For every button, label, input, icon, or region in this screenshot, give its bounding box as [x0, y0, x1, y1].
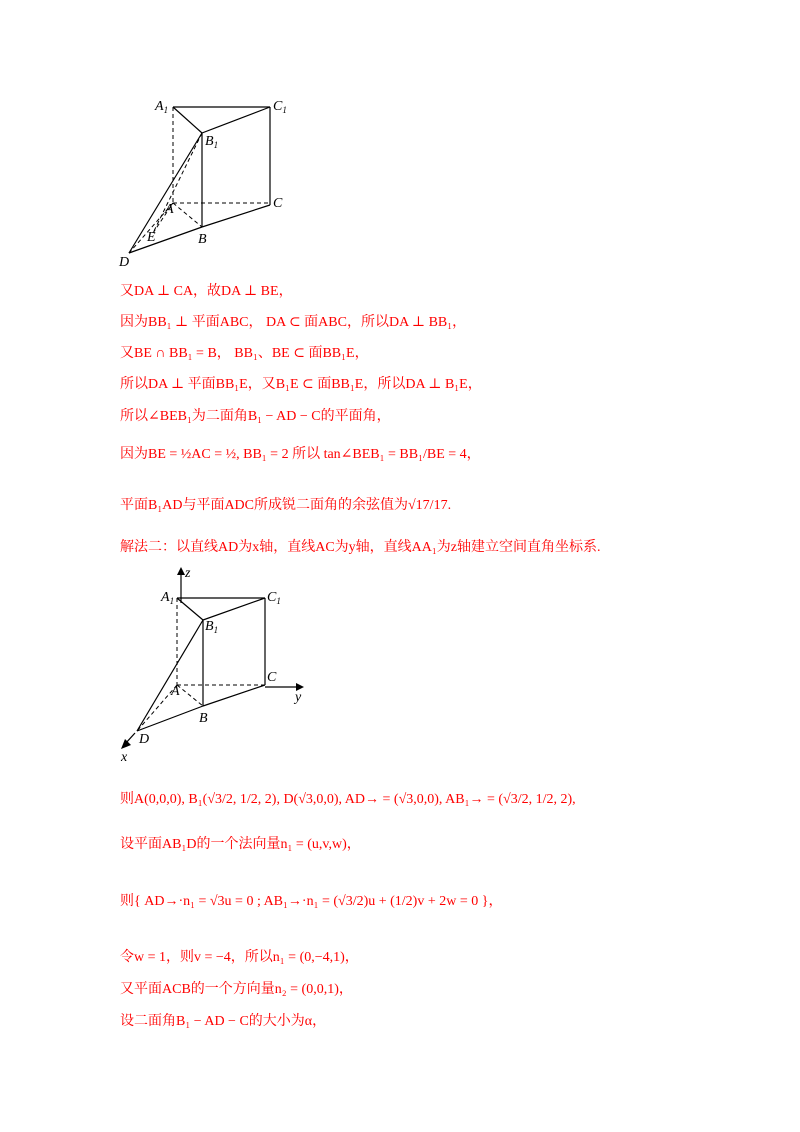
solution-line-12: 令w = 1，则v = −4，所以n₁ = (0,−4,1)，	[120, 950, 359, 965]
solution-line-7: 平面B₁AD与平面ADC所成锐二面角的余弦值为√17/17.	[120, 498, 452, 513]
prism-figure-2	[115, 563, 320, 768]
solution-line-9: 则A(0,0,0), B₁(√3/2, 1/2, 2), D(√3,0,0), AD→ = (√3,0,0), AB₁→ = (√3/2, 1/2, 2),	[120, 792, 576, 807]
label-c1: $C_1$	[273, 99, 287, 115]
axis-z-label: z	[185, 566, 191, 581]
label-a1: $A_1$	[155, 99, 169, 115]
label-b: B	[199, 711, 208, 726]
label-c: C	[273, 196, 283, 211]
label-a: A	[171, 684, 180, 699]
label-b: B	[198, 232, 207, 247]
label-e: E	[147, 230, 156, 245]
solution-line-14: 设二面角B₁ − AD − C的大小为α，	[120, 1014, 327, 1029]
solution-line-4: 所以DA ⊥ 平面BB₁E，又B₁E ⊂ 面BB₁E，所以DA ⊥ B₁E，	[120, 377, 482, 392]
prism-figure-1	[115, 95, 315, 270]
axis-x-label: x	[121, 750, 128, 765]
label-b1: $B_1$	[205, 134, 219, 150]
label-b1: $B_1$	[205, 619, 219, 635]
axis-y-label: y	[295, 690, 302, 705]
label-d: D	[139, 732, 150, 747]
solution-line-13: 又平面ACB的一个方向量n₂ = (0,0,1)，	[120, 982, 353, 997]
solution-line-6: 因为BE = ½AC = ½, BB₁ = 2 所以 tan∠BEB₁ = BB₁/BE = 4，	[120, 447, 481, 462]
label-d: D	[119, 255, 130, 270]
solution-line-11: 则{ AD→·n₁ = √3u = 0 ; AB₁→·n₁ = (√3/2)u + (1/2)v + 2w = 0 }，	[120, 894, 503, 909]
solution-line-3: 又BE ∩ BB₁ = B， BB₁、BE ⊂ 面BB₁E，	[120, 346, 369, 361]
solution-line-5: 所以∠BEB₁为二面角B₁ − AD − C的平面角，	[120, 409, 391, 424]
solution-line-10: 设平面AB₁D的一个法向量n₁ = (u,v,w)，	[120, 837, 361, 852]
label-c: C	[267, 670, 277, 685]
label-c1: $C_1$	[267, 590, 281, 606]
label-a1: $A_1$	[161, 590, 175, 606]
solution-line-2: 因为BB₁ ⊥ 平面ABC， DA ⊂ 面ABC，所以DA ⊥ BB₁，	[120, 315, 467, 330]
solution-line-1: 又DA ⊥ CA，故DA ⊥ BE，	[120, 284, 293, 299]
solution-line-8: 解法二：以直线AD为x轴，直线AC为y轴，直线AA₁为z轴建立空间直角坐标系.	[120, 540, 601, 555]
label-a: A	[165, 202, 174, 217]
